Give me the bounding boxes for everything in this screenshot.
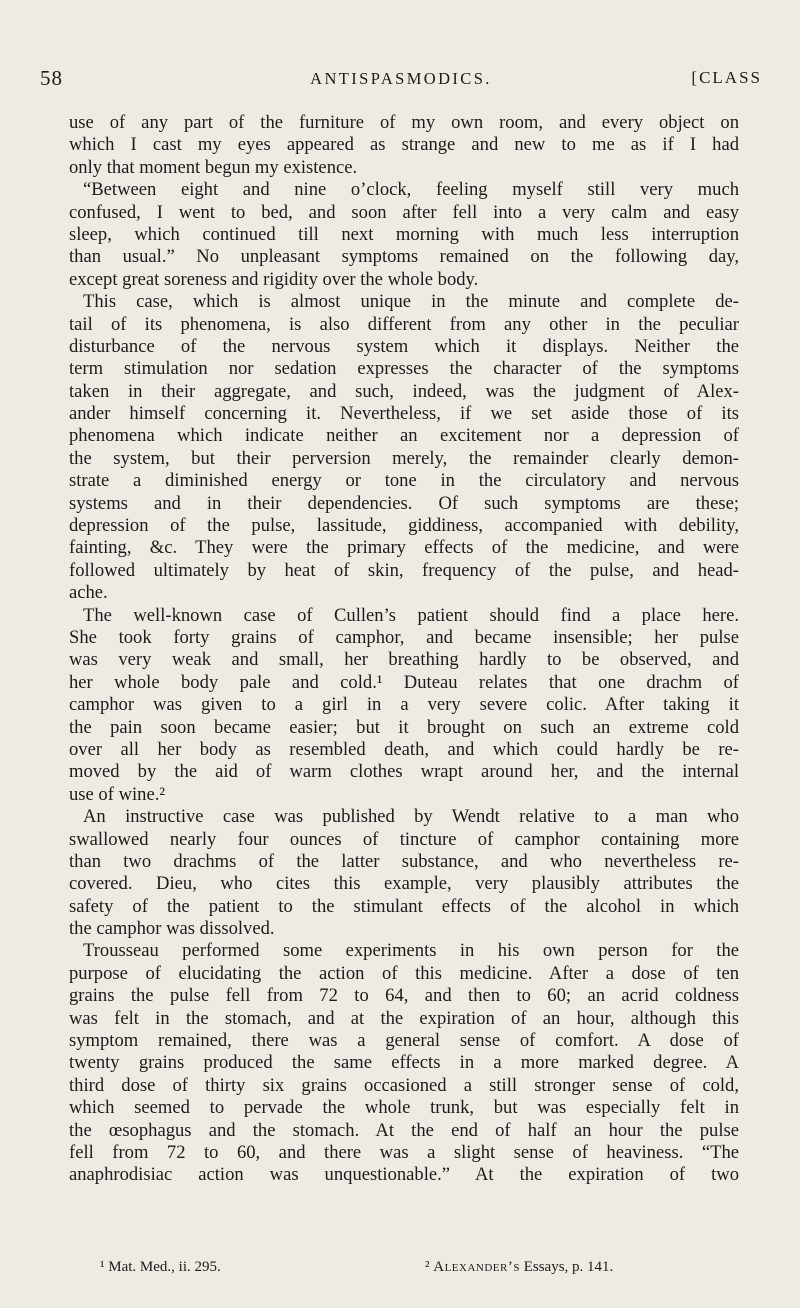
text-line: use of wine.² (69, 783, 165, 805)
text-line: than usual.” No unpleasant symptoms remained on the following day, (69, 246, 739, 268)
text-line: which I cast my eyes appeared as strange and new to me as if I had (69, 134, 739, 156)
text-line: An instructive case was published by Wendt relative to a man who (83, 806, 739, 828)
text-line: was very weak and small, her breathing hardly to be observed, and (69, 649, 739, 671)
text-line: her whole body pale and cold.¹ Duteau relates that one drachm of (69, 671, 739, 693)
body-text (69, 112, 739, 1187)
text-line: taken in their aggregate, and such, indeed, was the judgment of Alex- (69, 380, 739, 402)
text-line: swallowed nearly four ounces of tincture of camphor containing more (69, 828, 739, 850)
footnote-1: ¹ Mat. Med., ii. 295. (100, 1259, 221, 1275)
text-line: disturbance of the nervous system which it displays. Neither the (69, 335, 739, 357)
text-line: She took forty grains of camphor, and became insensible; her pulse (69, 626, 739, 648)
text-line: symptom remained, there was a general sense of comfort. A dose of (69, 1030, 739, 1052)
text-line: camphor was given to a girl in a very severe colic. After taking it (69, 694, 739, 716)
text-line: than two drachms of the latter substance, and who nevertheless re- (69, 850, 739, 872)
text-line: the camphor was dissolved. (69, 918, 275, 940)
text-line: which seemed to pervade the whole trunk, but was especially felt in (69, 1097, 739, 1119)
text-line: anaphrodisiac action was unquestionable.” At the expiration of two (69, 1164, 739, 1186)
text-line: twenty grains produced the same effects in a more marked degree. A (69, 1052, 739, 1074)
text-line: confused, I went to bed, and soon after fell into a very calm and easy (69, 201, 739, 223)
text-line: the pain soon became easier; but it brought on such an extreme cold (69, 716, 739, 738)
footnote-2-rest: Essays, p. 141. (519, 1259, 614, 1275)
footnote-2 (425, 1259, 613, 1276)
running-title: ANTISPASMODICS. (310, 69, 492, 88)
text-line: Trousseau performed some experiments in his own person for the (83, 940, 739, 962)
text-line: third dose of thirty six grains occasioned a still stronger sense of cold, (69, 1074, 739, 1096)
footnote-2-author: Alexander’s (433, 1259, 520, 1275)
text-line: phenomena which indicate neither an excitement nor a depression of (69, 425, 739, 447)
text-line: sleep, which continued till next morning with much less interruption (69, 223, 739, 245)
text-line: fell from 72 to 60, and there was a slight sense of heaviness. “The (69, 1141, 739, 1163)
text-line: over all her body as resembled death, and which could hardly be re- (69, 738, 739, 760)
text-line: ache. (69, 582, 108, 604)
text-line: followed ultimately by heat of skin, frequency of the pulse, and head- (69, 559, 739, 581)
text-line: covered. Dieu, who cites this example, very plausibly attributes the (69, 873, 739, 895)
text-line: “Between eight and nine o’clock, feeling myself still very much (83, 179, 739, 201)
text-line: the œsophagus and the stomach. At the end of half an hour the pulse (69, 1119, 739, 1141)
text-line: use of any part of the furniture of my own room, and every object on (69, 112, 739, 133)
text-line: tail of its phenomena, is also different from any other in the peculiar (69, 313, 739, 335)
text-line: systems and in their dependencies. Of such symptoms are these; (69, 492, 739, 514)
text-line: fainting, &c. They were the primary effects of the medicine, and were (69, 537, 739, 559)
text-line: ander himself concerning it. Nevertheless, if we set aside those of its (69, 403, 739, 425)
text-line: was felt in the stomach, and at the expiration of an hour, although this (69, 1007, 739, 1029)
text-line: strate a diminished energy or tone in the circulatory and nervous (69, 470, 739, 492)
text-line: only that moment begun my existence. (69, 156, 358, 178)
page-number: 58 (40, 66, 63, 90)
text-line: the system, but their perversion merely, the remainder clearly demon- (69, 447, 739, 469)
text-line: depression of the pulse, lassitude, giddiness, accompanied with debility, (69, 515, 739, 537)
footnote-2-marker: ² (425, 1259, 434, 1275)
class-label: [CLASS (691, 68, 762, 87)
page-header (40, 66, 762, 96)
text-line: safety of the patient to the stimulant effects of the alcohol in which (69, 895, 739, 917)
text-line: except great soreness and rigidity over the whole body. (69, 268, 479, 290)
text-line: grains the pulse fell from 72 to 64, and then to 60; an acrid coldness (69, 985, 739, 1007)
text-line: purpose of elucidating the action of this medicine. After a dose of ten (69, 962, 739, 984)
text-line: This case, which is almost unique in the minute and complete de- (83, 291, 739, 313)
text-line: The well-known case of Cullen’s patient should find a place here. (83, 604, 739, 626)
text-line: moved by the aid of warm clothes wrapt around her, and the internal (69, 761, 739, 783)
text-line: term stimulation nor sedation expresses the character of the symptoms (69, 358, 739, 380)
